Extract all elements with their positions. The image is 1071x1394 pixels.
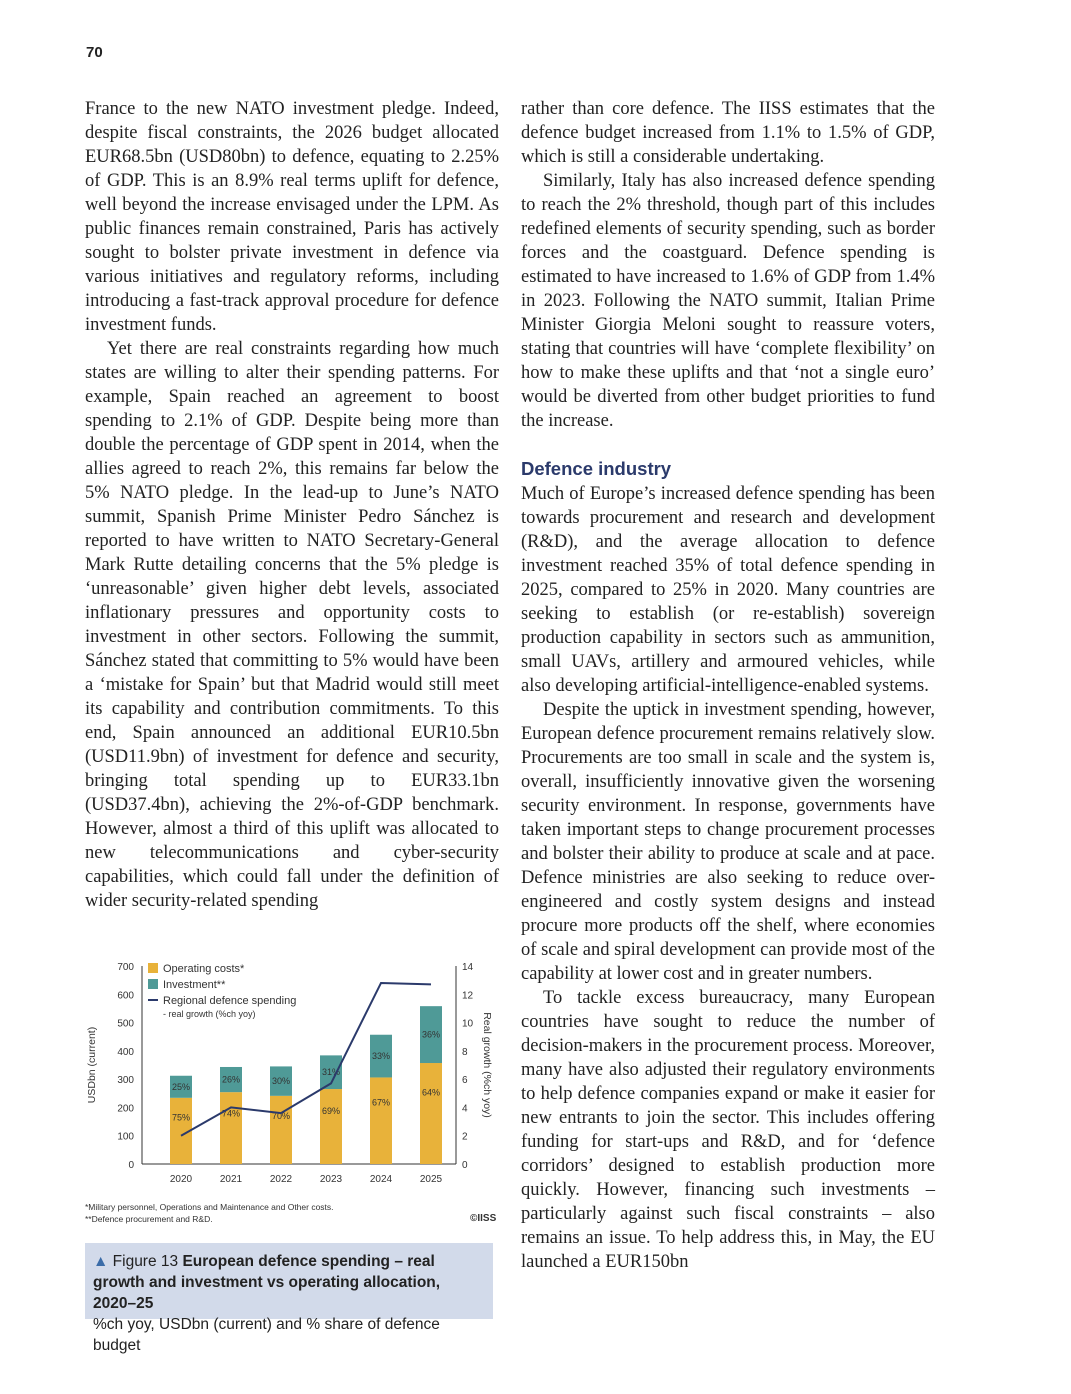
bar-share-label: 36%: [421, 1029, 441, 1040]
bar-operating: [420, 1063, 442, 1164]
caption-subtitle: %ch yoy, USDbn (current) and % share of defence budget: [93, 1316, 440, 1354]
figure-note: **Defence procurement and R&D.: [85, 1214, 213, 1224]
bar-share-label: 69%: [321, 1106, 341, 1117]
y-tick-label: 500: [117, 1018, 134, 1030]
y2-axis-title: Real growth (%ch yoy): [481, 1012, 493, 1118]
bar-share-label: 33%: [371, 1051, 391, 1062]
body-paragraph: Yet there are real constraints regarding how much states are willing to alter their spending patterns. For example, Spain reached an agreement to boost spending to 2.1% of GDP. Despite being more than double the percentage of GDP spent in 2014, when the allies agreed to reach 2%, this remains far below the 5% NATO pledge. In the lead-up to June’s NATO summit, Spanish Prime Minister Pedro Sánchez is reported to have written to NATO Secretary-General Mark Rutte detailing concerns that the 5% pledge is ‘unreasonable’ given higher debt levels, associated inflationary pressures and opportunity costs to investment in other sectors. Following the summit, Sánchez stated that committing to 5% would have been a ‘mistake for Spain’ but that Madrid would still meet its capability and contribution commitments. To this end, Spain announced an additional EUR10.5bn (USD11.9bn) of investment for defence and security, bringing total spending up to EUR33.1bn (USD37.4bn), achieving the 2%-of-GDP benchmark. However, almost a third of this uplift was allocated to new telecommunications and cyber-security capabilities, which could fall under the definition of wider security-related spending: [85, 339, 499, 911]
bar-share-label: 70%: [271, 1110, 291, 1121]
x-tick-label: 2022: [269, 1174, 293, 1185]
body-paragraph: To tackle excess bureaucracy, many European countries have sought to reduce the number of decision-makers in the procurement process. Moreover, many have also adjusted their regulatory environments to help defence companies expand or make it easier for new entrants to join the sector. This includes offering funding for start-ups and R&D, and for ‘defence corridors’ designed to establish production more quickly. However, financing such investments – particularly against such fiscal constraints – also remains an issue. To help address this, in May, the EU launched a EUR150bn: [521, 988, 935, 1272]
body-paragraph: Despite the uptick in investment spending, however, European defence procurement remains relatively slow. Procurements are too small in scale and the system is, overall, insufficiently innovative given the worsening security environment. In response, governments have taken important steps to change procurement processes and bolster their ability to produce at scale and at pace. Defence ministries are also seeking to reduce over-engineered and costly system designs and instead procure more products off the shelf, where economies of scale and spiral development can provide most of the capability at lower cost and in greater numbers.: [521, 700, 935, 984]
y2-tick-label: 8: [462, 1046, 468, 1058]
page-number: 70: [86, 44, 103, 61]
bar-share-label: 25%: [171, 1081, 191, 1092]
y-tick-label: 200: [117, 1103, 134, 1115]
caption-title: European defence spending – real growth and investment vs operating allocation, 2020–25: [93, 1253, 441, 1312]
chart-svg: [85, 950, 499, 1200]
bar-share-label: 64%: [421, 1087, 441, 1098]
y-tick-label: 400: [117, 1046, 134, 1058]
y2-tick-label: 0: [462, 1160, 468, 1171]
x-tick-label: 2021: [219, 1174, 243, 1185]
body-paragraph: Much of Europe’s increased defence spending has been towards procurement and research and development (R&D), and the average allocation to defence investment reached 35% of total defence spending in 2025, compared to 25% in 2020. Many countries are seeking to establish (or re-establish) sovereign production capability in sectors such as ammunition, small UAVs, artillery and armoured vehicles, while also developing artificial-intelligence-enabled systems.: [521, 484, 935, 696]
x-tick-label: 2020: [169, 1174, 193, 1185]
y2-tick-label: 4: [462, 1103, 468, 1115]
y-tick-label: 100: [117, 1131, 134, 1143]
y2-tick-label: 14: [462, 962, 474, 973]
bar-share-label: 74%: [221, 1108, 241, 1119]
x-tick-label: 2025: [419, 1174, 443, 1185]
legend-label: Investment**: [163, 979, 226, 991]
legend-label-sub: - real growth (%ch yoy): [163, 1009, 256, 1019]
y2-tick-label: 10: [462, 1018, 474, 1030]
bar-share-label: 30%: [271, 1076, 291, 1087]
bar-share-label: 31%: [321, 1067, 341, 1078]
right-column: [521, 97, 935, 1274]
y-tick-label: 0: [128, 1160, 134, 1171]
left-column: [85, 97, 499, 913]
y-tick-label: 700: [117, 962, 134, 973]
legend-label: Operating costs*: [163, 963, 245, 975]
figure-notes: [85, 1201, 334, 1225]
bar-share-label: 26%: [221, 1074, 241, 1085]
bar-operating: [320, 1089, 342, 1164]
legend-swatch-investment: [148, 979, 158, 989]
y2-tick-label: 6: [462, 1075, 468, 1087]
legend-swatch-operating: [148, 963, 158, 973]
legend-label: Regional defence spending: [163, 995, 297, 1007]
y-tick-label: 600: [117, 990, 134, 1002]
bar-operating: [220, 1092, 242, 1164]
x-tick-label: 2024: [369, 1174, 393, 1185]
body-paragraph: Similarly, Italy has also increased defence spending to reach the 2% threshold, though part of this includes redefined elements of security spending, such as border forces and the coastguard. Defence spending is estimated to have increased to 1.6% of GDP from 1.4% in 2023. Following the NATO summit, Italian Prime Minister Giorgia Meloni sought to reassure voters, stating that countries will have ‘complete flexibility’ on how to make these uplifts and that ‘not a single euro’ would be diverted from other budget priorities to fund the increase.: [521, 171, 935, 431]
bar-share-label: 75%: [171, 1112, 191, 1123]
figure-chart: [85, 950, 499, 1230]
bar-share-label: 67%: [371, 1097, 391, 1108]
caption-prefix: Figure 13: [112, 1253, 179, 1270]
bar-operating: [270, 1096, 292, 1164]
y-tick-label: 300: [117, 1075, 134, 1087]
body-paragraph: rather than core defence. The IISS estimates that the defence budget increased from 1.1% to 1.5% of GDP, which is still a considerable undertaking.: [521, 99, 935, 167]
bar-operating: [370, 1077, 392, 1164]
triangle-up-icon: ▲: [93, 1253, 109, 1270]
y2-tick-label: 12: [462, 990, 474, 1002]
section-heading: Defence industry: [521, 458, 672, 479]
y-axis-title: USDbn (current): [86, 1026, 98, 1104]
y2-tick-label: 2: [462, 1131, 468, 1143]
figure-note: *Military personnel, Operations and Maintenance and Other costs.: [85, 1202, 334, 1212]
x-tick-label: 2023: [319, 1174, 343, 1185]
figure-credit: ©IISS: [470, 1213, 497, 1224]
body-paragraph: France to the new NATO investment pledge. Indeed, despite fiscal constraints, the 2026 budget allocated EUR68.5bn (USD80bn) to defence, equating to 2.25% of GDP. This is an 8.9% real terms uplift for defence, well beyond the increase envisaged under the LPM. As public finances remain constrained, Paris has actively sought to bolster private investment in defence via various initiatives and regulatory reforms, including introducing a fast-track approval procedure for defence investment funds.: [85, 99, 499, 335]
figure-caption: [85, 1243, 493, 1354]
